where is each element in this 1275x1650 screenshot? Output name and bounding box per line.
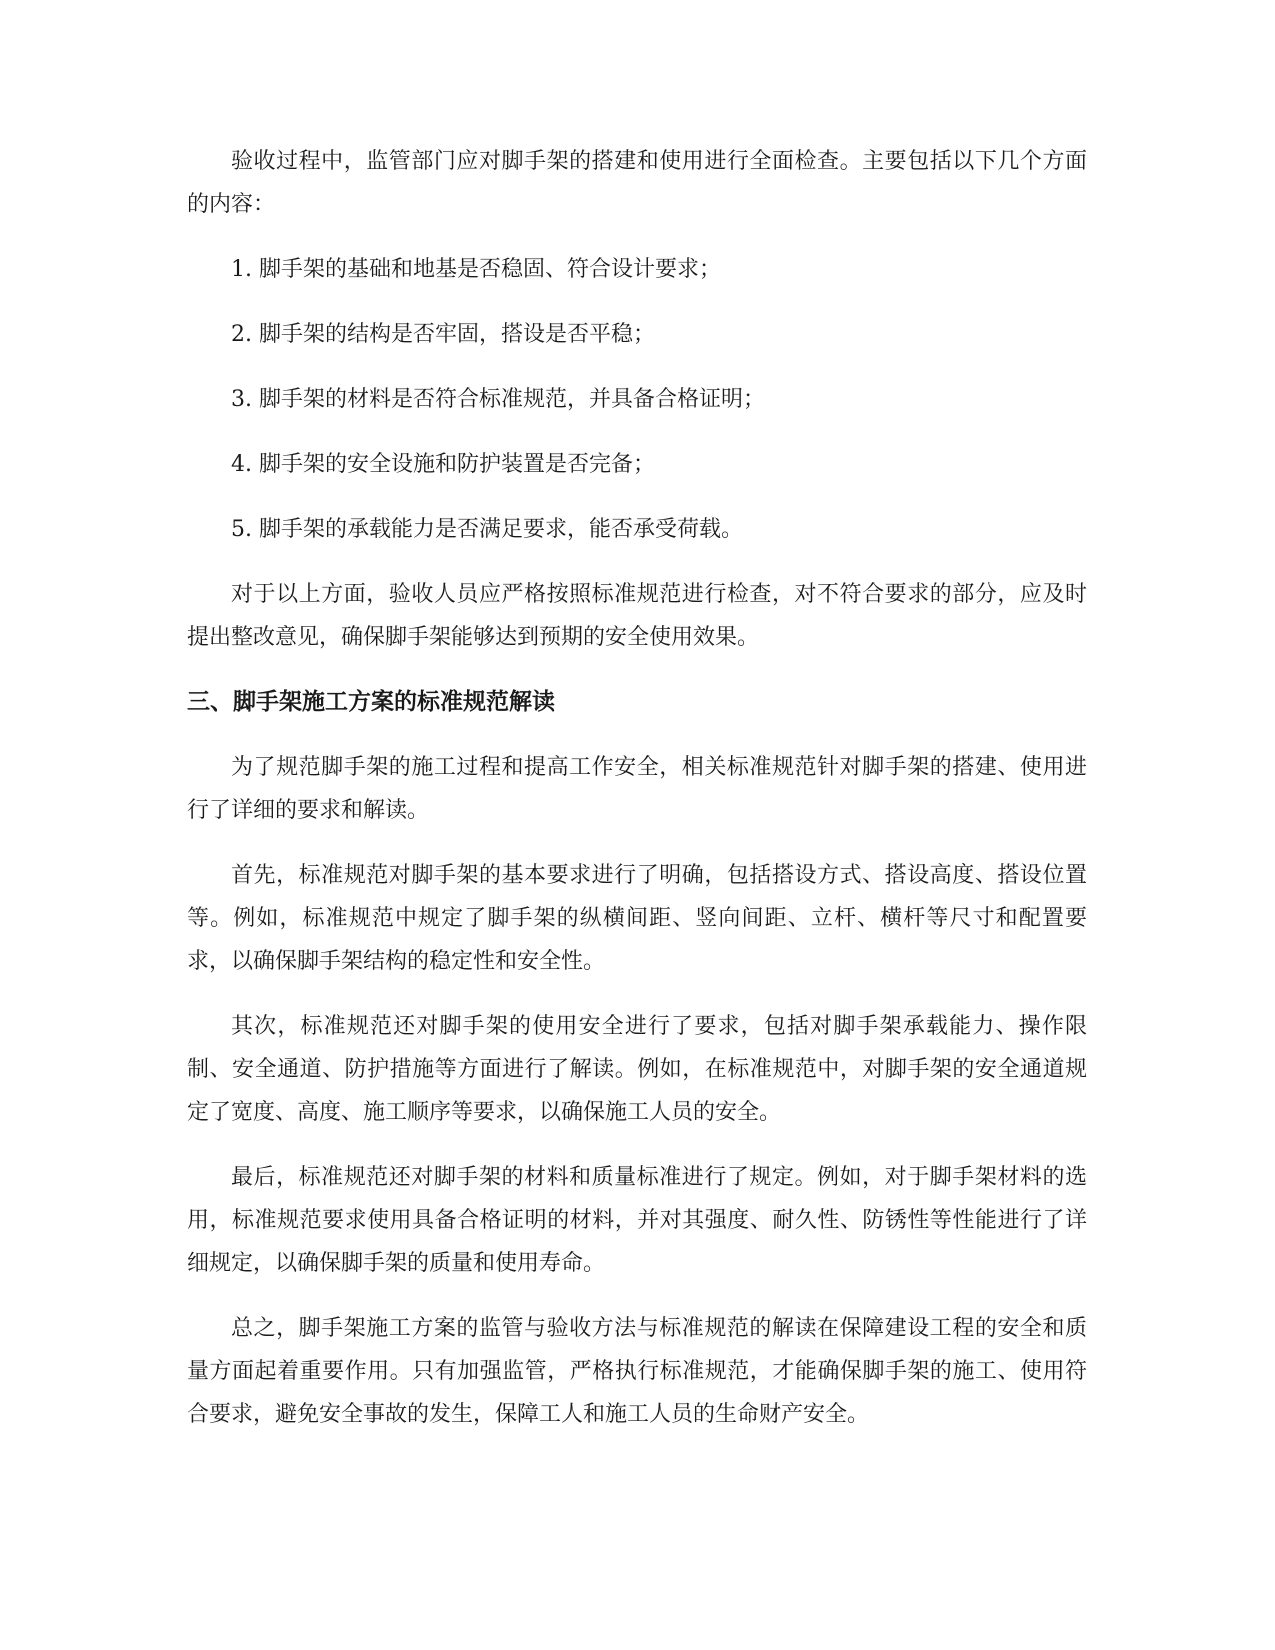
- paragraph-usage-safety: 其次，标准规范还对脚手架的使用安全进行了要求，包括对脚手架承载能力、操作限制、安全通道、防护措施等方面进行了解读。例如，在标准规范中，对脚手架的安全通道规定了宽度、高度、施工顺序等要求，以确保施工人员的安全。: [187, 1014, 1087, 1125]
- paragraph-basic-requirements: 首先，标准规范对脚手架的基本要求进行了明确，包括搭设方式、搭设高度、搭设位置等。例如，标准规范中规定了脚手架的纵横间距、竖向间距、立杆、横杆等尺寸和配置要求，以确保脚手架结构的稳定性和安全性。: [187, 863, 1087, 974]
- paragraph-inspection-intro: 验收过程中，监管部门应对脚手架的搭建和使用进行全面检查。主要包括以下几个方面的内容：: [187, 149, 1087, 217]
- paragraph-after-list: 对于以上方面，验收人员应严格按照标准规范进行检查，对不符合要求的部分，应及时提出整改意见，确保脚手架能够达到预期的安全使用效果。: [187, 582, 1087, 650]
- document-body: [187, 140, 1087, 1436]
- inspection-checklist: [187, 248, 1087, 551]
- list-item: 5. 脚手架的承载能力是否满足要求，能否承受荷载。: [231, 517, 743, 542]
- paragraph-materials-quality: 最后，标准规范还对脚手架的材料和质量标准进行了规定。例如，对于脚手架材料的选用，标准规范要求使用具备合格证明的材料，并对其强度、耐久性、防锈性等性能进行了详细规定，以确保脚手架的质量和使用寿命。: [187, 1165, 1087, 1276]
- list-item: 2. 脚手架的结构是否牢固，搭设是否平稳；: [231, 322, 655, 347]
- list-item: 1. 脚手架的基础和地基是否稳固、符合设计要求；: [231, 257, 721, 282]
- list-item: 4. 脚手架的安全设施和防护装置是否完备；: [231, 452, 655, 477]
- paragraph-conclusion: 总之，脚手架施工方案的监管与验收方法与标准规范的解读在保障建设工程的安全和质量方面起着重要作用。只有加强监管，严格执行标准规范，才能确保脚手架的施工、使用符合要求，避免安全事故的发生，保障工人和施工人员的生命财产安全。: [187, 1316, 1087, 1427]
- paragraph-section-intro: 为了规范脚手架的施工过程和提高工作安全，相关标准规范针对脚手架的搭建、使用进行了详细的要求和解读。: [187, 755, 1087, 823]
- section-heading: 三、脚手架施工方案的标准规范解读: [187, 689, 555, 715]
- list-item: 3. 脚手架的材料是否符合标准规范，并具备合格证明；: [231, 387, 765, 412]
